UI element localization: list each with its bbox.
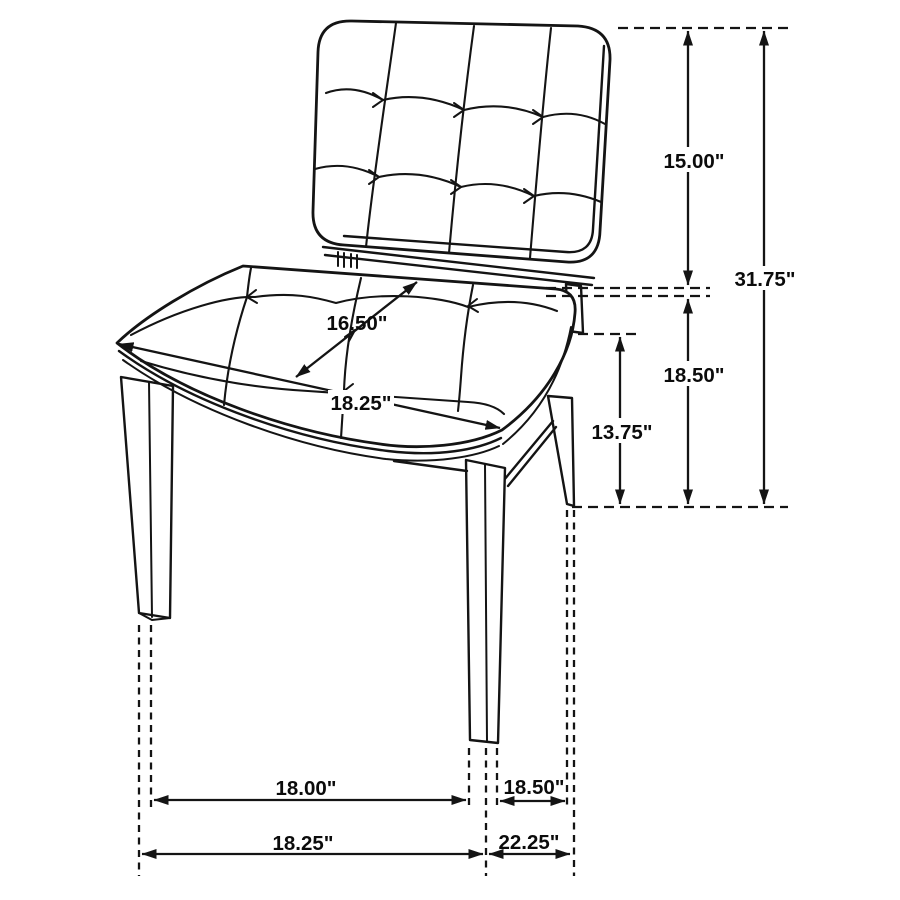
- label-seat-front-floor-height: 13.75": [591, 421, 653, 444]
- backrest-posts-left: [338, 252, 357, 268]
- label-front-leg-span-inner: 18.00": [275, 777, 337, 800]
- extension-lines-vertical: [139, 510, 574, 876]
- chair-backrest: [313, 21, 610, 285]
- label-seat-depth: 16.50": [326, 312, 388, 335]
- chair-drawing: [117, 21, 610, 743]
- side-apron-upper: [504, 421, 553, 480]
- label-seat-width: 18.25": [330, 392, 392, 415]
- label-side-leg-span-outer: 22.25": [498, 831, 560, 854]
- front-left-leg: [121, 377, 173, 620]
- front-right-leg: [466, 460, 505, 743]
- rear-right-leg: [548, 396, 574, 506]
- label-front-leg-span-outer: 18.25": [272, 832, 334, 855]
- front-left-leg-body: [121, 377, 173, 618]
- chair-seat: [117, 266, 575, 461]
- side-apron-lower: [508, 427, 556, 486]
- backrest-outline: [313, 21, 610, 262]
- label-backrest-height: 15.00": [663, 150, 725, 173]
- label-side-leg-span-inner: 18.50": [503, 776, 565, 799]
- front-apron: [394, 461, 467, 471]
- label-seat-back-floor-height: 18.50": [663, 364, 725, 387]
- label-overall-height: 31.75": [734, 268, 796, 291]
